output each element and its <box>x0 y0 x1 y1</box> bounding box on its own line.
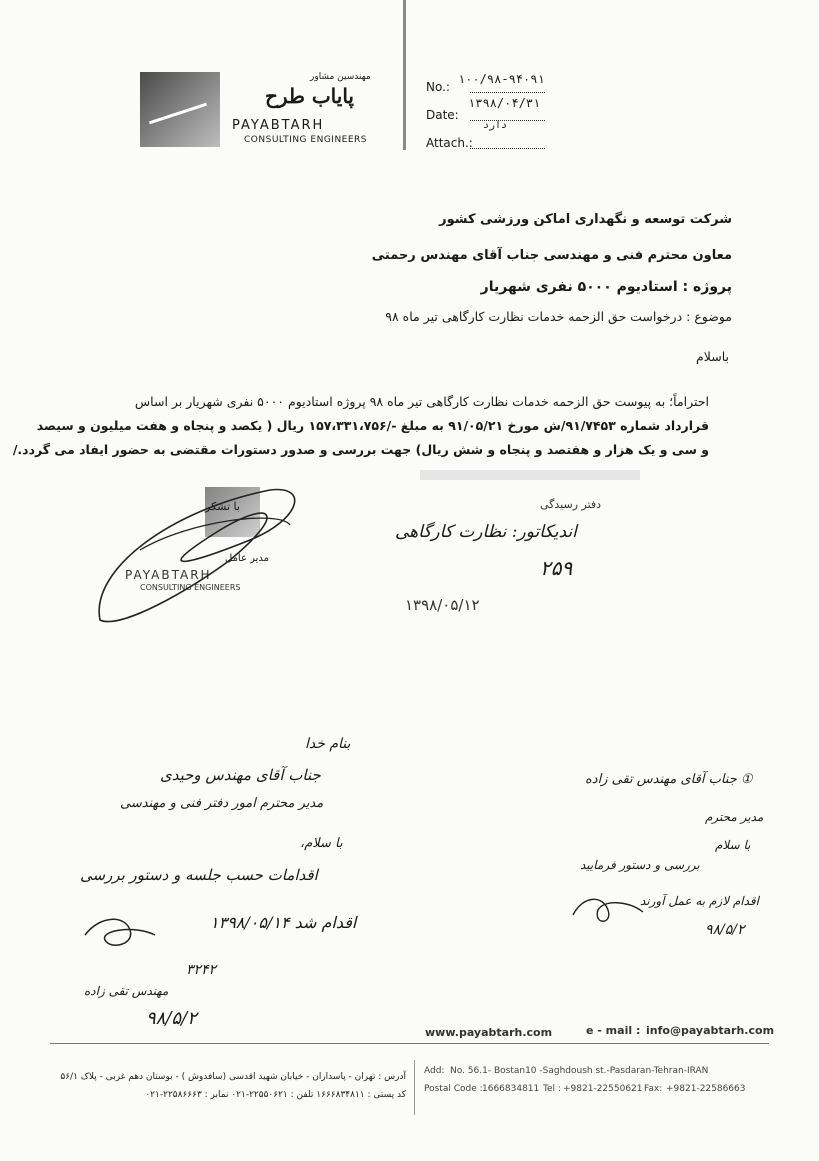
hw-left-7: ۳۲۴۲ <box>186 962 217 978</box>
greeting: باسلام <box>696 349 729 364</box>
hw-left-signature-icon <box>80 910 160 955</box>
signature-scribble-icon <box>80 470 310 640</box>
closing: با تشکر <box>205 500 240 513</box>
body-line-2: قرارداد شماره ۹۱/۷۴۵۳/ش مورخ ۹۱/۰۵/۲۱ به مبلغ -/۱۵۷،۳۳۱،۷۵۶ ریال ( یکصد و پنجاه و هفت میلیون و سیصد <box>36 418 709 433</box>
hw-left-2: جناب آقای مهندس وحیدی <box>160 766 321 784</box>
hw-right-6: ۹۸/۵/۲ <box>705 922 745 938</box>
hw-right-3: با سلام <box>715 838 751 852</box>
hw-right-signature-icon <box>568 890 648 930</box>
hw-right-5: اقدام لازم به عمل آورند <box>640 894 759 908</box>
footer-tel-en: +9821-22550621 <box>563 1084 643 1094</box>
recipient: معاون محترم فنی و مهندسی جناب آقای مهندس رحمتی <box>371 248 732 263</box>
hw-right-4: بررسی و دستور فرمایید <box>580 858 700 872</box>
receipt-indicator: اندیکاتور: نظارت کارگاهی <box>395 522 577 542</box>
footer-postal-en: 1666834811 <box>482 1084 540 1094</box>
brand-subtitle-fa: مهندسین مشاور <box>310 72 371 82</box>
attach-value: دارد <box>483 120 508 131</box>
footer-fax-label: Fax: <box>644 1084 663 1094</box>
project-line: پروژه : استادیوم ۵۰۰۰ نفری شهریار <box>480 279 732 295</box>
subject-line: موضوع : درخواست حق الزحمه خدمات نظارت کارگاهی تیر ماه ۹۸ <box>385 309 732 324</box>
footer-addr-label: Add: <box>424 1066 445 1076</box>
receipt-stamp-band <box>420 470 640 480</box>
footer-rule <box>50 1043 769 1044</box>
hw-right-2: مدیر محترم <box>705 810 764 824</box>
receipt-date: ۱۳۹۸/۰۵/۱۲ <box>405 596 480 614</box>
company-name: شرکت توسعه و نگهداری اماکن ورزشی کشور <box>439 212 732 227</box>
footer-postal-label: Postal Code : <box>424 1084 483 1094</box>
date-value: ۱۳۹۸/۰۴/۳۱ <box>468 96 541 110</box>
brand-subtitle-en: CONSULTING ENGINEERS <box>244 135 368 145</box>
hw-left-5: اقدامات حسب جلسه و دستور بررسی <box>80 866 318 884</box>
hw-left-9: ۹۸/۵/۲ <box>146 1008 197 1029</box>
hw-left-8: مهندس تقی زاده <box>84 984 169 998</box>
signer-title: مدیر عامل <box>225 553 270 564</box>
footer-email-label: e - mail : <box>586 1024 641 1037</box>
footer-addr-fa: آدرس : تهران - پاسداران - خیابان شهید اقدسی (سافدوش ) - بوستان دهم غربی - پلاک ۵۶/۱ <box>60 1072 406 1082</box>
paper-fold-line <box>403 0 406 150</box>
brand-name-fa: پایاب طرح <box>265 84 354 108</box>
body-line-3: و سی و یک هزار و هفتصد و پنجاه و شش ریال) جهت بررسی و صدور دستورات مقتضی به حضور ایفاد می گردد./ <box>12 442 709 457</box>
footer-divider <box>414 1060 415 1115</box>
footer-tel-label: Tel : <box>543 1084 561 1094</box>
attach-line <box>470 134 545 149</box>
footer-fax-en: +9821-22586663 <box>666 1084 746 1094</box>
receipt-number: ۲۵۹ <box>540 556 573 580</box>
brand-name-en: PAYABTARH <box>232 118 325 133</box>
stamp-brand-sub: CONSULTING ENGINEERS <box>140 583 241 592</box>
no-label: No.: <box>426 80 450 94</box>
footer-email: info@payabtarh.com <box>646 1024 775 1037</box>
payabtarh-logo-icon <box>140 72 220 147</box>
hw-right-1: ① جناب آقای مهندس تقی زاده <box>585 772 753 787</box>
date-label: Date: <box>426 108 459 122</box>
hw-left-4: با سلام، <box>300 836 343 851</box>
hw-left-3: مدیر محترم امور دفتر فنی و مهندسی <box>120 796 324 811</box>
footer-contact-fa: کد پستی : ۱۶۶۶۸۳۴۸۱۱ تلفن : ۲۲۵۵۰۶۲۱-۰۲۱ نمابر : ۲۲۵۸۶۶۶۳-۰۲۱ <box>145 1090 406 1100</box>
receipt-office: دفتر رسیدگی <box>540 498 602 511</box>
attach-label: Attach.: <box>426 136 473 150</box>
body-line-1: احتراماً؛ به پیوست حق الزحمه خدمات نظارت کارگاهی تیر ماه ۹۸ پروژه استادیوم ۵۰۰۰ نفری شهریار بر اساس <box>134 394 709 409</box>
stamp-brand-en: PAYABTARH <box>125 568 212 582</box>
hw-left-1: بنام خدا <box>305 736 351 752</box>
footer-addr-en: No. 56.1- Bostan10 -Saghdoush st.-Pasdaran-Tehran-IRAN <box>450 1066 709 1076</box>
footer-website: www.payabtarh.com <box>425 1026 553 1039</box>
hw-left-6: اقدام شد ۱۳۹۸/۰۵/۱۴ <box>210 913 357 932</box>
no-value: ۱۰۰/۹۸-۹۴۰۹۱ <box>458 72 545 86</box>
